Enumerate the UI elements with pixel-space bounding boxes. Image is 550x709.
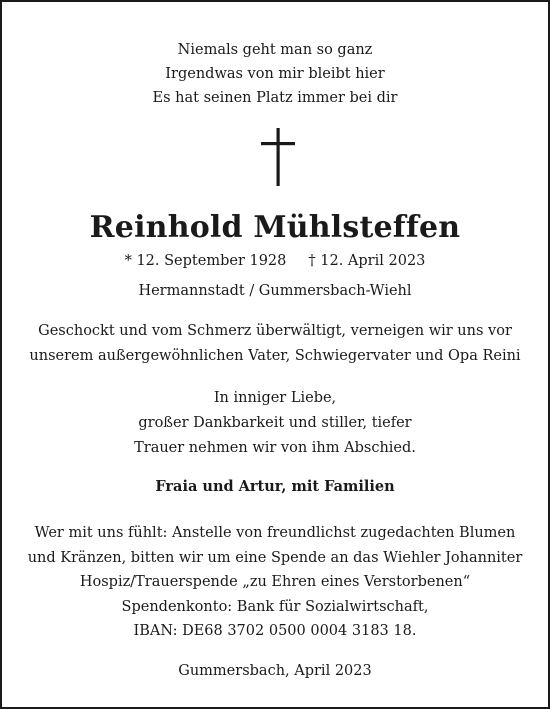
- grief-line: unserem außergewöhnlichen Vater, Schwiegervater und Opa Reini: [29, 348, 521, 364]
- grief-line: Geschockt und vom Schmerz überwältigt, verneigen wir uns vor: [38, 323, 512, 339]
- donation-line: Wer mit uns fühlt: Anstelle von freundlichst zugedachten Blumen: [34, 525, 516, 541]
- cross-icon: [259, 128, 297, 186]
- farewell-line: Trauer nehmen wir von ihm Abschied.: [134, 440, 416, 456]
- verse-line: Irgendwas von mir bleibt hier: [165, 66, 385, 82]
- verse-line: Niemals geht man so ganz: [177, 42, 373, 58]
- death-date: † 12. April 2023: [308, 253, 426, 269]
- grief-message: [2, 319, 548, 369]
- memorial-verse: [2, 38, 548, 110]
- life-dates: [2, 249, 548, 273]
- donation-line: Spendenkonto: Bank für Sozialwirtschaft,: [121, 598, 429, 615]
- birth-date: * 12. September 1928: [124, 253, 287, 269]
- donation-notice: [2, 521, 548, 644]
- family-signature: Fraia und Artur, mit Familien: [155, 478, 395, 495]
- donation-line: Hospiz/Trauerspende „zu Ehren eines Verstorbenen“: [79, 574, 471, 590]
- places: Hermannstadt / Gummersbach-Wiehl: [138, 283, 412, 299]
- donation-line: und Kränzen, bitten wir um eine Spende an das Wiehler Johanniter: [27, 549, 523, 566]
- farewell-message: [2, 386, 548, 461]
- place-and-date: Gummersbach, April 2023: [178, 663, 372, 679]
- farewell-line: großer Dankbarkeit und stiller, tiefer: [138, 415, 412, 431]
- deceased-name: Reinhold Mühlsteffen: [89, 210, 461, 245]
- iban-line: IBAN: DE68 3702 0500 0004 3183 18.: [133, 623, 417, 639]
- farewell-line: In inniger Liebe,: [213, 390, 337, 406]
- verse-line: Es hat seinen Platz immer bei dir: [152, 90, 398, 106]
